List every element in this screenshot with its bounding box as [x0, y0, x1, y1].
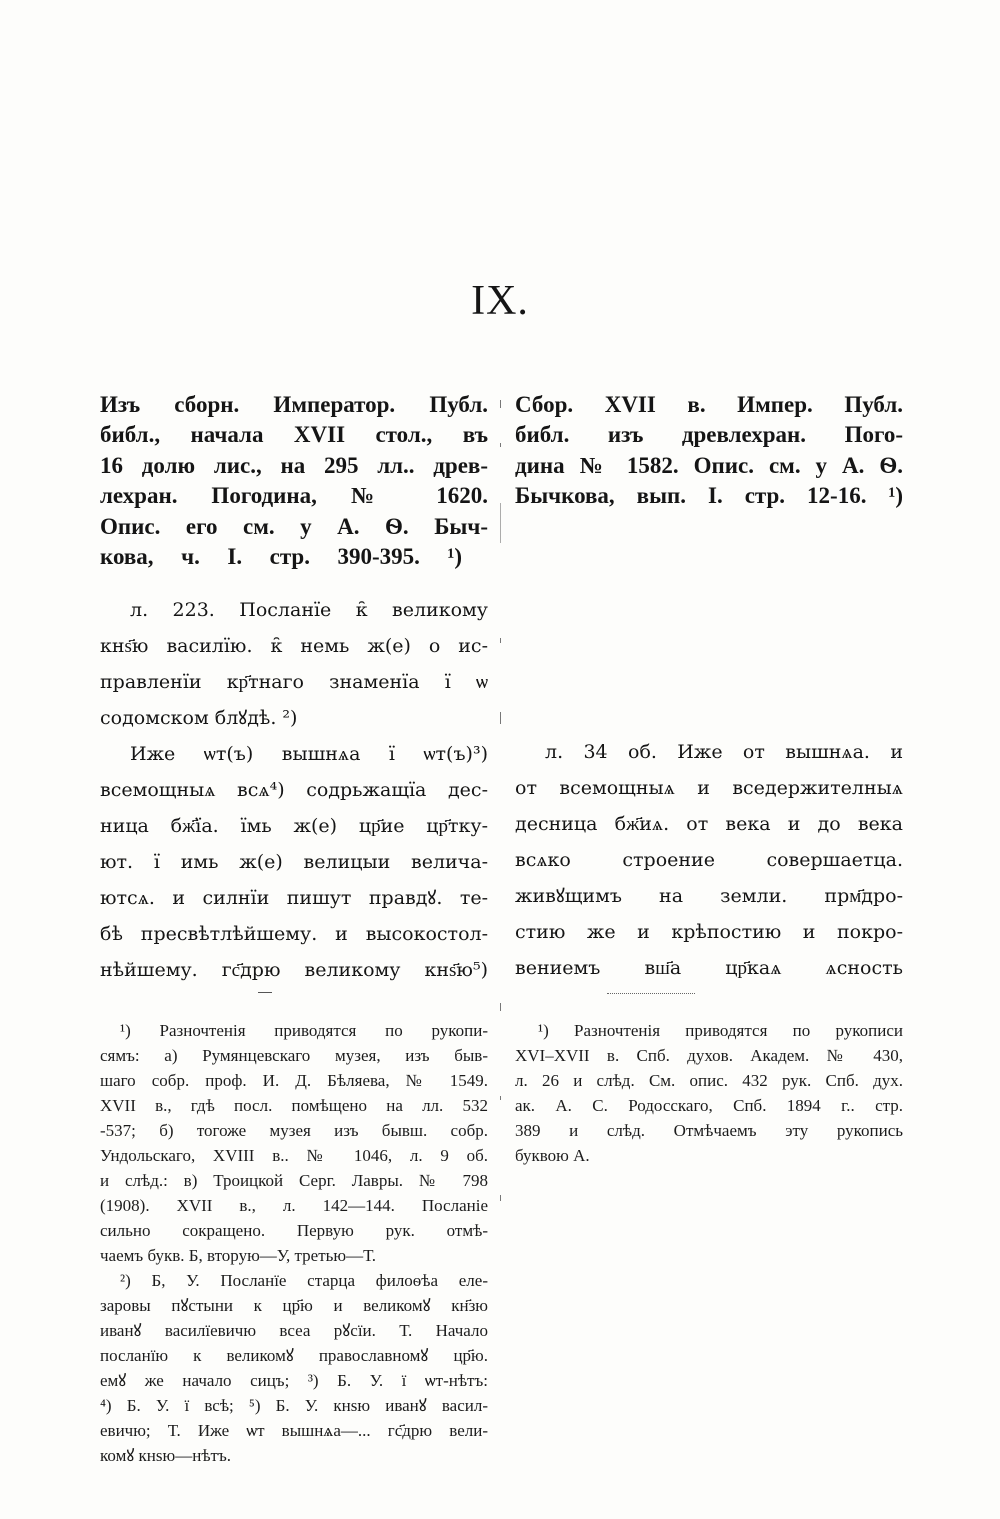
- footnote-line: посланїю к великомꙋ православномꙋ цр҃ю.: [100, 1346, 488, 1365]
- footnote-line: заровы пꙋстыни к цр҃ю и великомꙋ кн҃зю: [100, 1296, 488, 1315]
- column-separator-mark: [500, 400, 501, 408]
- column-separator-mark: [500, 712, 501, 724]
- footnote-line: л. 26 и слѣд. См. опис. 432 рук. Спб. дух.: [515, 1071, 903, 1090]
- column-separator-mark: [500, 503, 501, 543]
- footnote-rule: [258, 992, 272, 993]
- header-line: кова, ч. I. стр. 390-395. ¹): [100, 543, 462, 569]
- text-line: живꙋщимъ на земли. прм҃дро-: [515, 885, 903, 907]
- header-line: Сбор. XVII в. Импер. Публ.: [515, 392, 903, 417]
- text-line: правленїи кр҃тнаго знаменїа ї ѡ: [100, 671, 488, 693]
- header-line: библ., начала XVII стол., въ: [100, 422, 488, 448]
- text-line: бѣ пресвѣтлѣйшему. и высокостол-: [100, 923, 488, 945]
- column-separator-mark: [500, 1195, 501, 1201]
- footnote-line: (1908). XVII в., л. 142—144. Посланіе: [100, 1196, 488, 1215]
- footnote-line: евичю; Т. Иже ѡт вышнѧа—... гс҃дрю вели-: [100, 1421, 488, 1440]
- footnote-line: 389 и слѣд. Отмѣчаемъ эту рукопись: [515, 1121, 903, 1140]
- footnote-line: ²) Б, У. Посланїе старца филоѳѣа еле-: [120, 1271, 488, 1290]
- column-separator-mark: [500, 1096, 501, 1100]
- text-line: вениемъ вш҃а цр҃каѧ ѧсность: [515, 957, 903, 979]
- header-line: Опис. его см. у А. Ѳ. Быч-: [100, 513, 488, 539]
- text-line: ютсѧ. и силнїи пишут правдꙋ. те-: [100, 887, 488, 909]
- footnote-line: XVI–XVII в. Спб. духов. Академ. № 430,: [515, 1046, 903, 1065]
- chapter-title: IX.: [471, 278, 529, 324]
- right-column-header: [515, 390, 903, 512]
- footnote-rule: [607, 993, 695, 994]
- footnote-line: ак. А. С. Родосскаго, Спб. 1894 г.. стр.: [515, 1096, 903, 1115]
- text-line: от всемощныѧ и вседержителныѧ: [515, 777, 903, 799]
- text-line: содомском блꙋдѣ. ²): [100, 707, 298, 729]
- column-separator-mark: [500, 638, 501, 643]
- text-line: всемощныѧ всѧ⁴) содрьжащїа дес-: [100, 779, 488, 801]
- footnote-line: XVII в., гдѣ посл. помѣщено на лл. 532: [100, 1096, 488, 1115]
- footnote-line: сильно сокращено. Первую рук. отмѣ-: [100, 1221, 488, 1240]
- footnote-line: ¹) Разночтенія приводятся по рукописи: [538, 1021, 903, 1040]
- footnote-line: емꙋ же начало сицъ; ³) Б. У. ї ѡт-нѣтъ:: [100, 1371, 488, 1390]
- left-column-text: [100, 592, 488, 988]
- header-line: Изъ сборн. Император. Публ.: [100, 392, 488, 417]
- left-footnotes: [100, 1018, 488, 1468]
- header-line: Бычкова, вып. I. стр. 12-16. ¹): [515, 483, 903, 509]
- column-separator-mark: [500, 443, 501, 447]
- text-line: ют. ї имь ж(е) велицыи велича-: [100, 851, 488, 873]
- header-line: дина № 1582. Опис. см. у А. Ѳ.: [515, 452, 903, 478]
- column-separator-mark: [500, 1003, 501, 1011]
- footnote-line: шаго собр. проф. И. Д. Бѣляева, № 1549.: [100, 1071, 488, 1090]
- text-line: кнѕ҃ю василїю. к̑ немь ж(е) о ис-: [100, 635, 488, 657]
- footnote-line: иванꙋ василїевичю всеа рꙋсїи. Т. Начало: [100, 1321, 488, 1340]
- text-line: л. 223. Посланїе к̑ великому: [130, 599, 488, 621]
- text-line: Иже ѡт(ъ) вышнѧа ї ѡт(ъ)³): [130, 743, 488, 765]
- text-line: всѧко строение совершаетца.: [515, 849, 903, 871]
- text-line: стию же и крѣпостию и покро-: [515, 921, 903, 943]
- footnote-line: -537; б) тогоже музея изъ бывш. собр.: [100, 1121, 488, 1140]
- right-column-text: [515, 734, 903, 986]
- right-footnotes: [515, 1018, 903, 1168]
- footnote-line: комꙋ кнѕю—нѣтъ.: [100, 1446, 232, 1465]
- text-line: ница бж҃їа. їмь ж(е) цр҃ие цр҃тку-: [100, 815, 488, 837]
- footnote-line: Ундольскаго, XVIII в.. № 1046, л. 9 об.: [100, 1146, 488, 1165]
- text-line: десница бж҃иѧ. от века и до века: [515, 813, 903, 835]
- text-line: л. 34 об. Иже от вышнѧа. и: [545, 741, 903, 763]
- footnote-line: чаемъ букв. Б, вторую—У, третью—Т.: [100, 1246, 377, 1265]
- footnote-line: ⁴) Б. У. ї всѣ; ⁵) Б. У. кнѕю иванꙋ васил-: [100, 1396, 488, 1415]
- footnote-line: сямъ: а) Румянцевскаго музея, изъ быв-: [100, 1046, 488, 1065]
- header-line: библ. изъ древлехран. Пого-: [515, 422, 903, 448]
- footnote-line: ¹) Разночтенія приводятся по рукопи-: [120, 1021, 488, 1040]
- text-line: нѣйшему. гс҃дрю великому кнѕ҃ю⁵): [100, 959, 488, 981]
- footnote-line: буквою А.: [515, 1146, 590, 1165]
- header-line: 16 долю лис., на 295 лл.. древ-: [100, 452, 488, 478]
- left-column-header: [100, 390, 488, 572]
- footnote-line: и слѣд.: в) Троицкой Серг. Лавры. № 798: [100, 1171, 488, 1190]
- header-line: лехран. Погодина, № 1620.: [100, 483, 488, 509]
